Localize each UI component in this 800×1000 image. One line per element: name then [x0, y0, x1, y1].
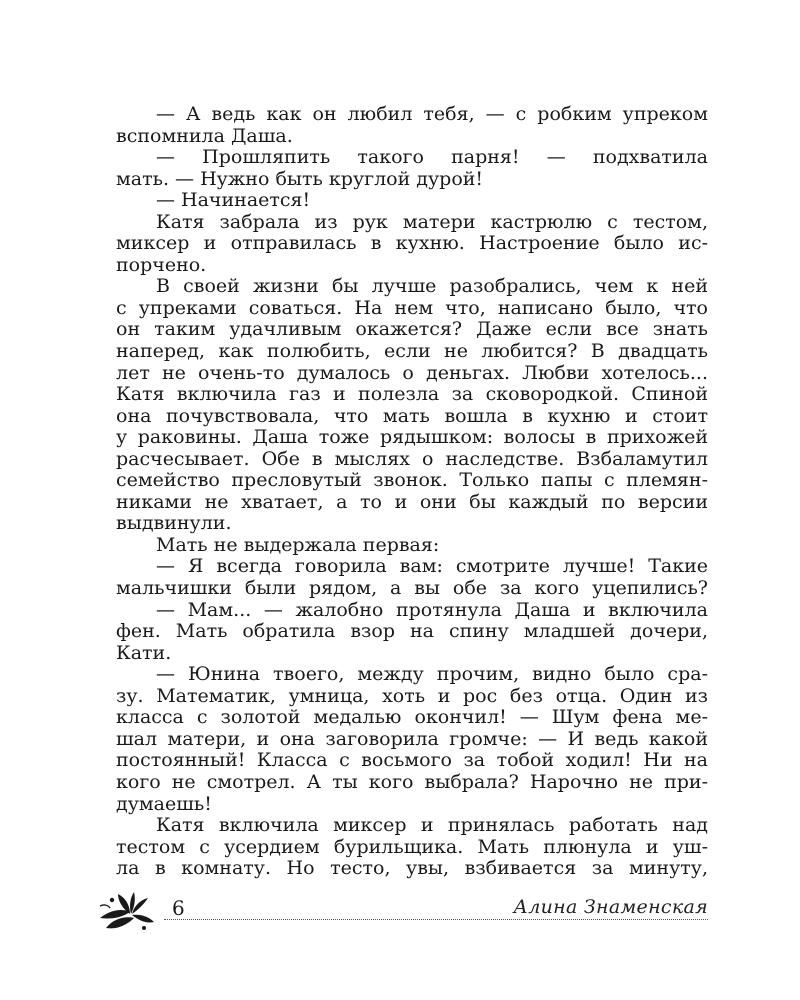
text-line: — А ведь как он любил тебя, — с робким упреком	[156, 103, 708, 125]
text-line: шал матери, и она заговорила громче: — И ведь какой	[116, 727, 708, 750]
text-line: миксер и отправилась в кухню. Настроение было ис-	[116, 232, 708, 255]
text-line: вспомнила Даша.	[116, 124, 293, 147]
text-line: наперед, как полюбить, если не любится? В двадцать	[116, 340, 708, 363]
body-text	[116, 104, 708, 880]
text-line: зу. Математик, умница, хоть и рос без отца. Один из	[116, 684, 708, 707]
text-line: тестом с усердием бурильщика. Мать плюнула и уш-	[116, 835, 708, 858]
text-line: никами не хватает, а то и они бы каждый по версии	[116, 490, 708, 513]
text-line: фен. Мать обратила взор на спину младшей дочери,	[116, 620, 708, 643]
author-name: Алина Знаменская	[513, 896, 708, 918]
text-line: класса с золотой медалью окончил! — Шум фена ме-	[116, 706, 708, 729]
text-line: она почувствовала, что мать вошла в кухню и стоит	[116, 404, 708, 427]
text-line: у раковины. Даша тоже рядышком: волосы в прихожей	[116, 426, 708, 449]
text-line: — Прошляпить такого парня! — подхватила	[156, 146, 708, 169]
text-line: В своей жизни бы лучше разобрались, чем к ней	[156, 275, 708, 298]
text-line: ла в комнату. Но тесто, увы, взбивается за минуту,	[116, 857, 708, 880]
text-line: постоянный! Класса с восьмого за тобой ходил! Ни на	[116, 749, 708, 772]
text-line: — Я всегда говорила вам: смотрите лучше! Такие	[156, 555, 708, 578]
text-line: мать. — Нужно быть круглой дурой!	[116, 167, 484, 190]
text-line: лет не очень-то думалось о деньгах. Любви хотелось...	[116, 361, 708, 384]
text-line: думаешь!	[116, 792, 212, 815]
text-line: порчено.	[116, 253, 207, 276]
page-number: 6	[172, 896, 185, 920]
text-line: Катя включила миксер и принялась работать над	[156, 814, 708, 837]
text-line: Катя включила газ и полезла за сковородкой. Спиной	[116, 383, 708, 406]
text-line: семейство пресловутый звонок. Только папы с племян-	[116, 469, 708, 492]
text-line: выдвинули.	[116, 512, 232, 535]
text-line: он таким удачливым окажется? Даже если все знать	[116, 318, 708, 341]
text-line: кого не смотрел. А ты кого выбрала? Нарочно не при-	[116, 770, 708, 793]
text-line: — Начинается!	[156, 189, 311, 212]
text-line: Кати.	[116, 641, 172, 664]
text-line: мальчишки были рядом, а вы обе за кого уцепились?	[116, 577, 708, 600]
text-line: с упреками соваться. На нем что, написано было, что	[116, 296, 708, 319]
floral-ornament-icon	[96, 888, 158, 932]
text-line: Катя забрала из рук матери кастрюлю с тестом,	[156, 210, 708, 233]
text-line: — Мам... — жалобно протянула Даша и включила	[156, 598, 708, 621]
footer-dotted-rule	[164, 919, 708, 920]
text-line: Мать не выдержала первая:	[156, 533, 440, 556]
text-line: расчесывает. Обе в мыслях о наследстве. Взбаламутил	[116, 447, 708, 470]
text-line: — Юнина твоего, между прочим, видно было сра-	[156, 663, 708, 686]
